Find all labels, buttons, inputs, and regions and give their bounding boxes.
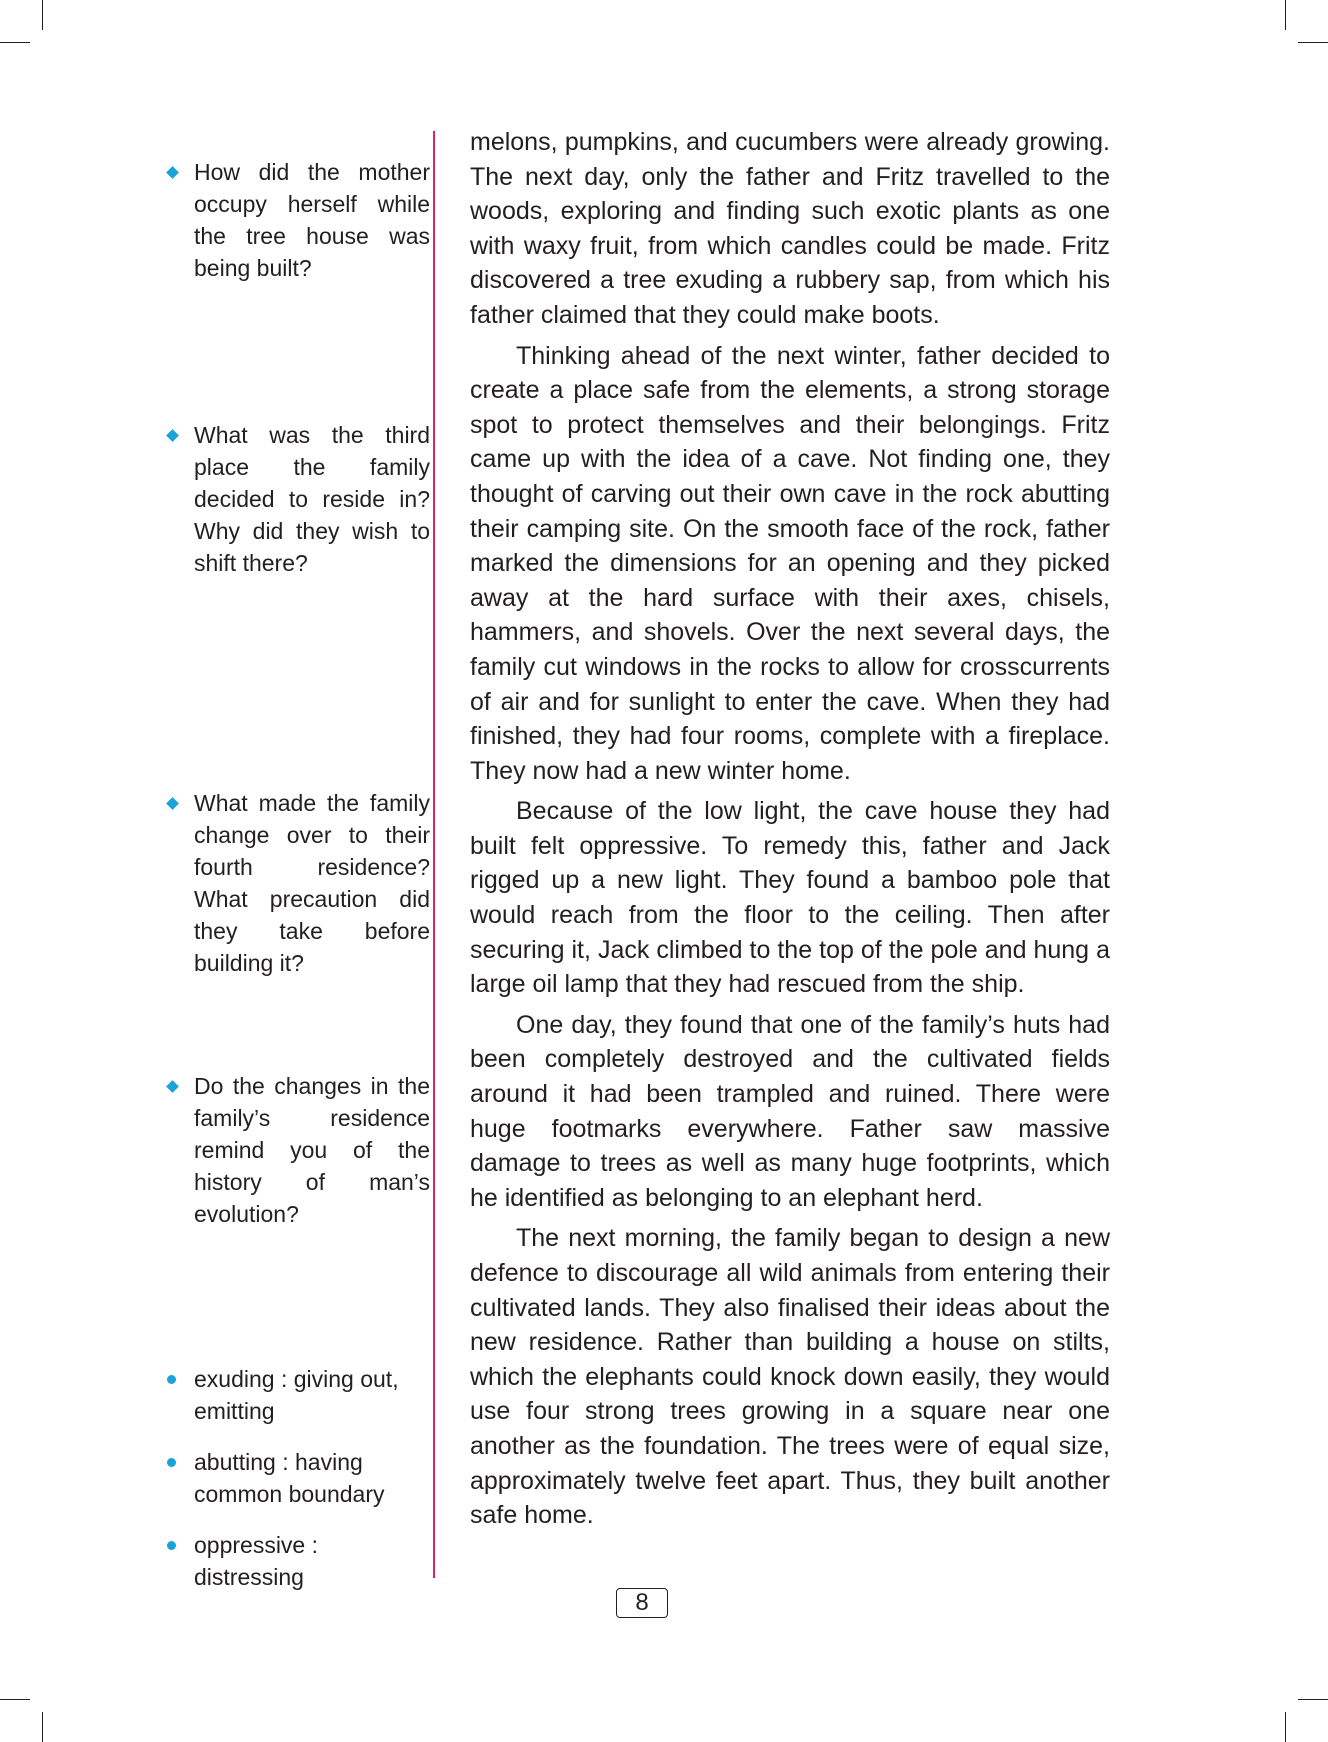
crop-mark <box>0 1699 30 1700</box>
crop-mark <box>0 42 30 43</box>
dot-bullet-icon <box>167 1541 176 1550</box>
question-text: How did the mother occupy herself while the tree house was being built? <box>194 159 430 281</box>
paragraph: Thinking ahead of the next winter, father decided to create a place safe from the elements, a strong storage spot to protect themselves and their belongings. Fritz came up with the idea of a cave. Not finding one, they thought of carving out their own cave in the rock abutting their camping site. On the smooth face of the rock, father marked the dimensions for an opening and they picked away at the hard surface with their axes, chisels, hammers, and shovels. Over the next several days, the family cut windows in the rocks to allow for crosscurrents of air and for sunlight to enter the cave. When they had finished, they had four rooms, complete with a fireplace. They now had a new winter home. <box>470 341 1110 785</box>
crop-mark <box>1298 1699 1328 1700</box>
paragraph: Because of the low light, the cave house they had built felt oppressive. To remedy this, father and Jack rigged up a new light. They found a bamboo pole that would reach from the floor to the ceiling. Then after securing it, Jack climbed to the top of the pole and hung a large oil lamp that they had rescued from the ship. <box>470 797 1110 999</box>
crop-mark <box>1285 1712 1286 1742</box>
page-number: 8 <box>616 1588 668 1618</box>
main-text <box>470 125 1110 1539</box>
glossary-item <box>162 1446 432 1510</box>
glossary-text: abutting : having common boundary <box>194 1449 385 1507</box>
crop-mark <box>1285 0 1286 30</box>
diamond-bullet-icon <box>166 166 179 179</box>
crop-mark <box>42 1712 43 1742</box>
question-text: What was the third place the family decided to reside in? Why did they wish to shift there? <box>194 422 430 576</box>
crop-mark <box>42 0 43 30</box>
glossary-text: oppressive : distressing <box>194 1532 319 1590</box>
dot-bullet-icon <box>167 1375 176 1384</box>
crop-mark <box>1298 42 1328 43</box>
paragraph: One day, they found that one of the family’s huts had been completely destroyed and the cultivated fields around it had been trampled and ruined. There were huge footmarks everywhere. Father saw massive damage to trees as well as many huge footprints, which he identified as belonging to an elephant herd. <box>470 1010 1110 1212</box>
paragraph: The next morning, the family began to design a new defence to discourage all wild animals from entering their cultivated lands. They also finalised their ideas about the new residence. Rather than building a house on stilts, which the elephants could knock down easily, they would use four strong trees growing in a square near one another as the foundation. The trees were of equal size, approximately twelve feet apart. Thus, they built another safe home. <box>470 1224 1110 1530</box>
dot-bullet-icon <box>167 1458 176 1467</box>
margin-question <box>162 419 430 579</box>
paragraph: melons, pumpkins, and cucumbers were already growing. The next day, only the father and Fritz travelled to the woods, exploring and finding such exotic plants as one with waxy fruit, from which candles could be made. Fritz discovered a tree exuding a rubbery sap, from which his father claimed that they could make boots. <box>470 128 1110 329</box>
margin-question <box>162 1070 430 1230</box>
glossary-text: exuding : giving out, emitting <box>194 1366 399 1424</box>
diamond-bullet-icon <box>166 797 179 810</box>
margin-question <box>162 787 430 979</box>
glossary-item <box>162 1529 432 1593</box>
margin-rule <box>433 131 435 1578</box>
diamond-bullet-icon <box>166 1080 179 1093</box>
diamond-bullet-icon <box>166 429 179 442</box>
margin-question <box>162 156 430 284</box>
question-text: What made the family change over to their fourth residence? What precaution did they take before building it? <box>194 790 430 976</box>
glossary-item <box>162 1363 432 1427</box>
question-text: Do the changes in the family’s residence remind you of the history of man’s evolution? <box>194 1073 430 1227</box>
